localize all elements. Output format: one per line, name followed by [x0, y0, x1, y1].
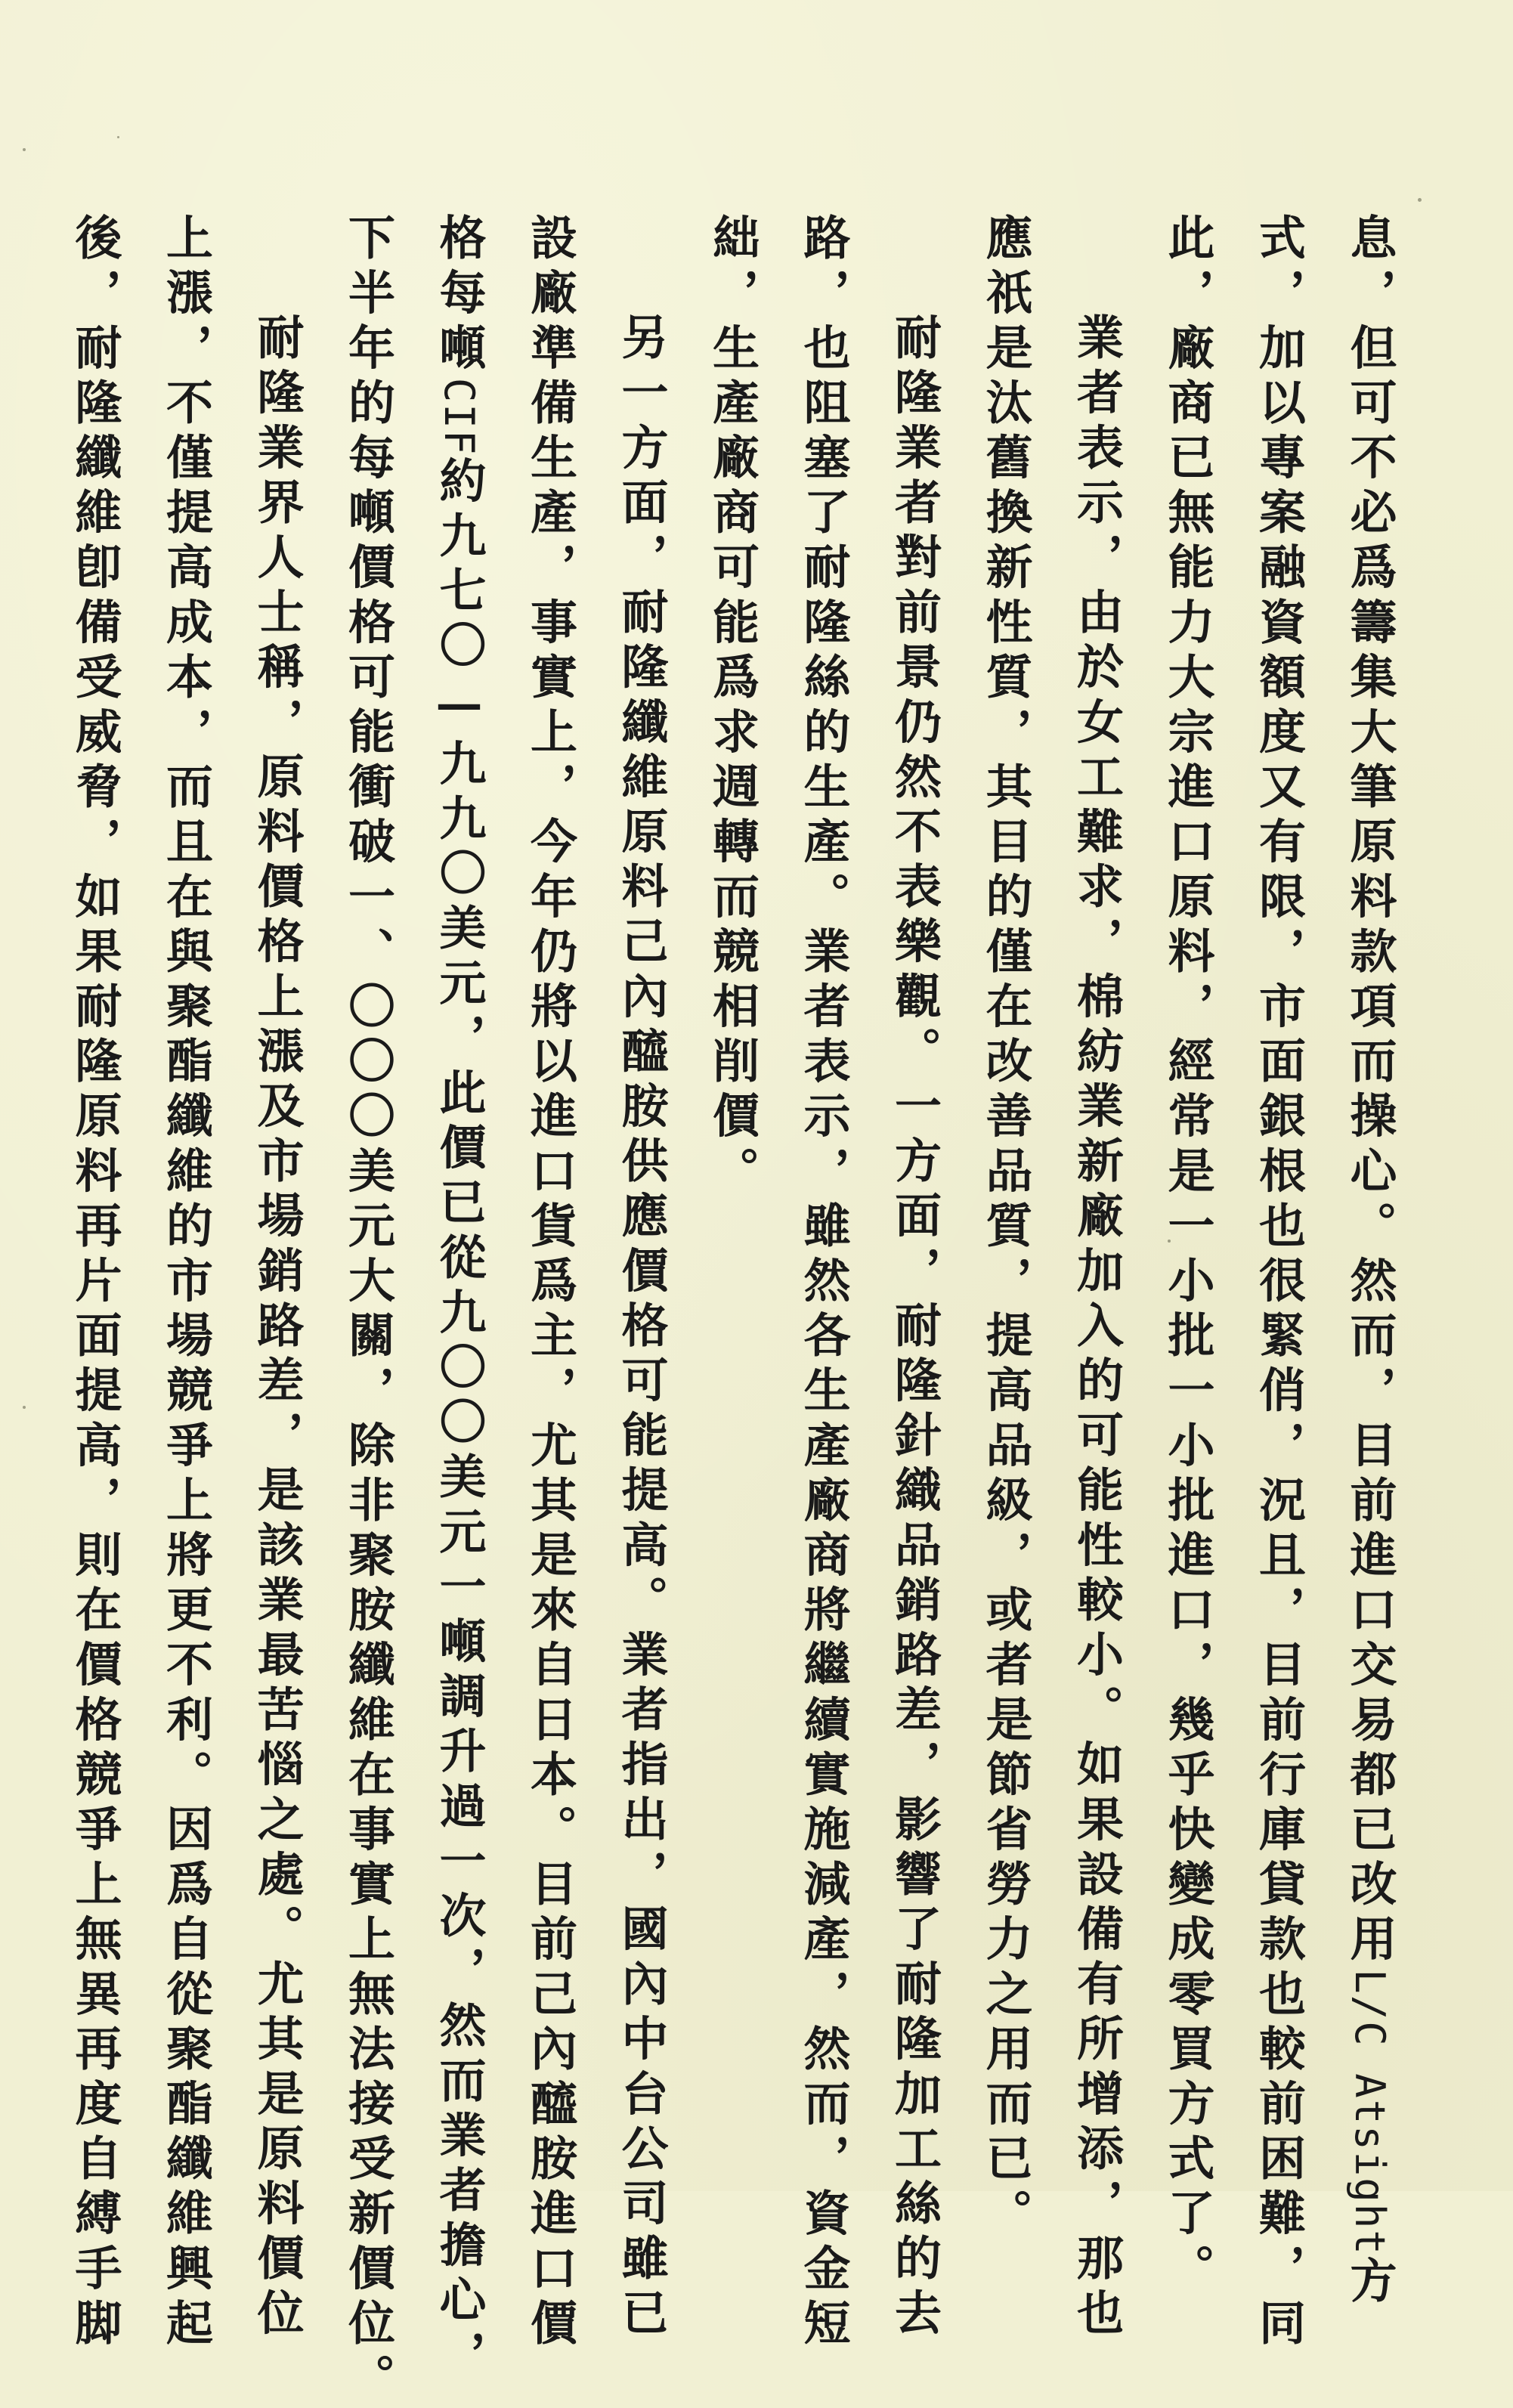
text-column: [322, 213, 413, 2408]
paper-speck: [117, 136, 119, 138]
text-run: 絀，生產廠商可能爲求週轉而競相削價。: [704, 213, 760, 1201]
text-run: 下半年的每噸價格可能衝破一、〇〇〇美元大關，除非聚胺纖維在事實上無法接受新價位。: [340, 213, 396, 2408]
text-column: [1324, 213, 1416, 2311]
text-run: 上漲，不僅提高成本，而且在與聚酯纖維的市場競爭上將更不利。因爲自從聚酯纖維興起: [158, 213, 214, 2354]
text-run: 此，廠商已無能力大宗進口原料，經常是一小批一小批進口，幾乎快變成零買方式了。: [1160, 213, 1215, 2298]
paper-speck: [23, 148, 26, 151]
text-run: 息，但可不必爲籌集大筆原料款項而操心。然而，目前進口交易都已改用: [1342, 213, 1397, 1970]
text-run: 耐隆業者對前景仍然不表樂觀。一方面，耐隆針織品銷路差，影響了耐隆加工絲的去: [886, 313, 942, 2344]
text-run: 應祇是汰舊換新性質，其目的僅在改善品質，提高品級，或者是節省勞力之用而已。: [978, 213, 1033, 2244]
text-column: [868, 213, 960, 2344]
paper-speck: [23, 1406, 26, 1409]
text-column: [231, 213, 323, 2344]
text-run: 式，加以專案融資額度又有限，市面銀根也很緊俏，況且，目前行庫貸款也較前困難，同: [1251, 213, 1307, 2354]
text-column: [686, 213, 778, 2088]
text-column: [1142, 213, 1233, 2298]
paper-speck: [1418, 198, 1422, 202]
text-column: [1050, 213, 1142, 2344]
text-column: [49, 213, 141, 2354]
latin-run: CIF: [435, 377, 483, 457]
text-column: [504, 213, 596, 2354]
text-run: 另一方面，耐隆纖維原料己內醯胺供應價格可能提高。業者指出，國內中台公司雖已: [614, 313, 669, 2344]
text-run: 約九七〇—九九〇美元，此價已從九〇〇美元一噸調升過一次，然而業者擔心，: [432, 456, 487, 2385]
text-column: [140, 213, 231, 2354]
text-column: [413, 213, 505, 2385]
text-run: 設廠準備生產，事實上，今年仍將以進口貨爲主，尤其是來自日本。目前己內醯胺進口價: [522, 213, 578, 2354]
vertical-text-block: [67, 213, 1415, 2408]
latin-run: L/C Atsight: [1346, 1969, 1394, 2256]
text-column: [596, 213, 687, 2344]
text-column: [1233, 213, 1324, 2354]
text-run: 耐隆業界人士稱，原料價格上漲及市場銷路差，是該業最苦惱之處。尤其是原料價位: [249, 313, 305, 2344]
text-run: 業者表示，由於女工難求，棉紡業新廠加入的可能性較小。如果設備有所增添，那也: [1069, 313, 1125, 2344]
text-column: [960, 213, 1051, 2244]
text-run: 格每噸: [432, 213, 487, 378]
text-run: 方: [1342, 2255, 1397, 2311]
text-run: 路，也阻塞了耐隆絲的生產。業者表示，雖然各生產廠商將繼續實施減產，然而，資金短: [796, 213, 851, 2354]
text-column: [778, 213, 869, 2354]
text-run: 後，耐隆纖維卽備受威脅，如果耐隆原料再片面提高，則在價格競爭上無異再度自縛手脚: [67, 213, 122, 2354]
